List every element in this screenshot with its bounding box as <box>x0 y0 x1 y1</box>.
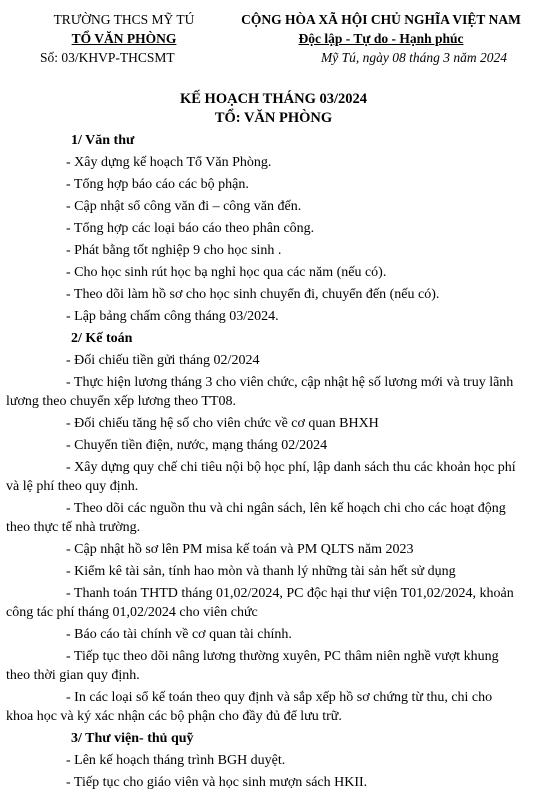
section-heading-van-thu: 1/ Văn thư <box>71 133 135 148</box>
unit-name: TỔ VĂN PHÒNG <box>71 31 177 46</box>
school-name: TRƯỜNG THCS MỸ TÚ <box>53 12 195 27</box>
list-item: - Cập nhật sổ công văn đi – công văn đến. <box>66 199 302 214</box>
list-item: - Tổng hợp báo cáo các bộ phận. <box>66 177 249 192</box>
list-item: - Cho học sinh rút học bạ nghỉ học qua các năm (nếu có). <box>66 265 387 280</box>
document-title <box>0 90 547 128</box>
list-item: - Theo dõi các nguồn thu và chi ngân sách, lên kế hoạch chi cho các hoạt động theo thực tế nhà trường. <box>6 501 506 535</box>
list-item: - Xây dựng kế hoạch Tổ Văn Phòng. <box>66 155 272 170</box>
document-number: Số: 03/KHVP-THCSMT <box>40 50 175 65</box>
list-item: - Thanh toán THTD tháng 01,02/2024, PC độc hại thư viện T01,02/2024, khoản công tác phí tháng 01,02/2024 cho viên chức <box>6 586 514 620</box>
header-right <box>220 10 542 48</box>
list-item: - Đối chiếu tăng hệ số cho viên chức về cơ quan BHXH <box>66 416 379 431</box>
list-item: - Cập nhật hồ sơ lên PM misa kế toán và PM QLTS năm 2023 <box>66 542 414 557</box>
list-item: - Đối chiếu tiền gửi tháng 02/2024 <box>66 353 260 368</box>
list-item: - Chuyển tiền điện, nước, mạng tháng 02/2024 <box>66 438 328 453</box>
list-item: - Báo cáo tài chính về cơ quan tài chính. <box>66 627 292 642</box>
list-item: - Xây dựng quy chế chi tiêu nội bộ học phí, lập danh sách thu các khoản học phí và lệ phí theo quy định. <box>6 460 516 494</box>
document-date: Mỹ Tú, ngày 08 tháng 3 năm 2024 <box>321 50 507 65</box>
title-line-2: TỔ: VĂN PHÒNG <box>214 110 333 126</box>
list-item: - Tiếp tục theo dõi nâng lương thường xuyên, PC thâm niên nghề vượt khung theo thời gian quy định. <box>6 649 499 683</box>
list-item: - Thực hiện lương tháng 3 cho viên chức, cập nhật hệ số lương mới và truy lãnh lương theo chuyển xếp lương theo TT08. <box>6 375 514 409</box>
section-heading-thu-vien: 3/ Thư viện- thủ quỹ <box>71 731 194 746</box>
document-body <box>6 131 516 795</box>
list-item: - Lập bảng chấm công tháng 03/2024. <box>66 309 279 324</box>
list-item: - Tiếp tục cho giáo viên và học sinh mượn sách HKII. <box>66 775 368 790</box>
header-left <box>34 10 214 48</box>
list-item: - Kiểm kê tài sản, tính hao mòn và thanh lý những tài sản hết sử dụng <box>66 564 456 579</box>
list-item: - In các loại sổ kế toán theo quy định và sắp xếp hồ sơ chứng từ thu, chi cho khoa học và ký xác nhận các bộ phận cho đầy đủ để lưu trữ. <box>6 690 493 724</box>
section-heading-ke-toan: 2/ Kế toán <box>71 331 133 346</box>
list-item: - Lên kế hoạch tháng trình BGH duyệt. <box>66 753 286 768</box>
list-item: - Theo dõi làm hồ sơ cho học sinh chuyển đi, chuyển đến (nếu có). <box>66 287 440 302</box>
motto: Độc lập - Tự do - Hạnh phúc <box>298 31 464 46</box>
title-line-1: KẾ HOẠCH THÁNG 03/2024 <box>179 91 368 107</box>
list-item: - Tổng hợp các loại báo cáo theo phân công. <box>66 221 315 236</box>
nation-title: CỘNG HÒA XÃ HỘI CHỦ NGHĨA VIỆT NAM <box>241 12 521 27</box>
list-item: - Phát bằng tốt nghiệp 9 cho học sinh . <box>66 243 282 258</box>
